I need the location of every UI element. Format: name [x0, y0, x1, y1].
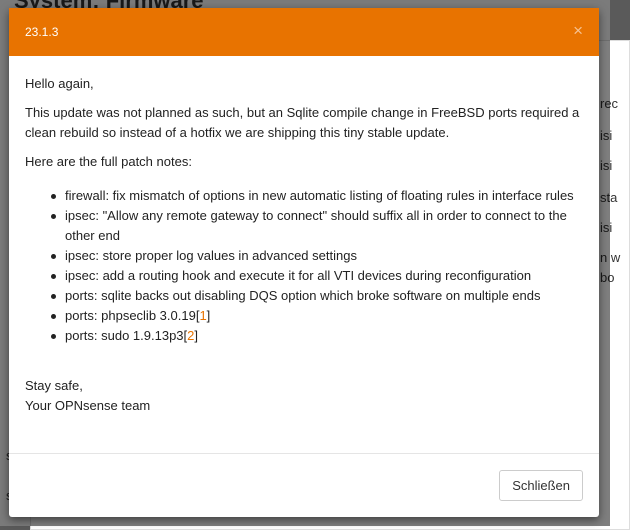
dialog-footer: [9, 454, 599, 517]
release-notes-dialog: [9, 8, 599, 517]
dialog-body: [9, 56, 599, 453]
list-item: [49, 326, 583, 346]
signoff-line: Stay safe,: [25, 378, 83, 393]
list-item: firewall: fix mismatch of options in new automatic listing of floating rules in interface rules: [49, 186, 583, 206]
list-item: ports: sqlite backs out disabling DQS option which broke software on multiple ends: [49, 286, 583, 306]
dialog-title: 23.1.3: [25, 25, 59, 39]
signoff: [25, 376, 583, 416]
notes-heading: Here are the full patch notes:: [25, 154, 192, 169]
intro-text: This update was not planned as such, but an Sqlite compile change in FreeBSD ports required a clean rebuild so instead of a hotfix we are shipping this tiny stable update.: [25, 105, 580, 140]
list-item: ipsec: "Allow any remote gateway to connect" should suffix all in order to connect to the other end: [49, 206, 583, 246]
bracket: [: [183, 328, 188, 343]
dialog-header: [9, 8, 599, 56]
bracket: ]: [194, 328, 199, 343]
list-item-text: ports: phpseclib 3.0.19: [65, 308, 196, 323]
list-item: ipsec: store proper log values in advanced settings: [49, 246, 583, 266]
reference-link-2[interactable]: 2: [187, 328, 195, 343]
reference-link-1[interactable]: 1: [199, 308, 207, 323]
bracket: [: [195, 308, 200, 323]
list-item: ipsec: add a routing hook and execute it for all VTI devices during reconfiguration: [49, 266, 583, 286]
close-icon[interactable]: ×: [573, 21, 583, 40]
signoff-team: Your OPNsense team: [25, 398, 151, 413]
bracket: ]: [206, 308, 211, 323]
patch-notes-list: [49, 186, 583, 346]
greeting-text: Hello again,: [25, 76, 94, 91]
close-button[interactable]: Schließen: [499, 470, 583, 501]
list-item-text: ports: sudo 1.9.13p3: [65, 328, 184, 343]
list-item: [49, 306, 583, 326]
